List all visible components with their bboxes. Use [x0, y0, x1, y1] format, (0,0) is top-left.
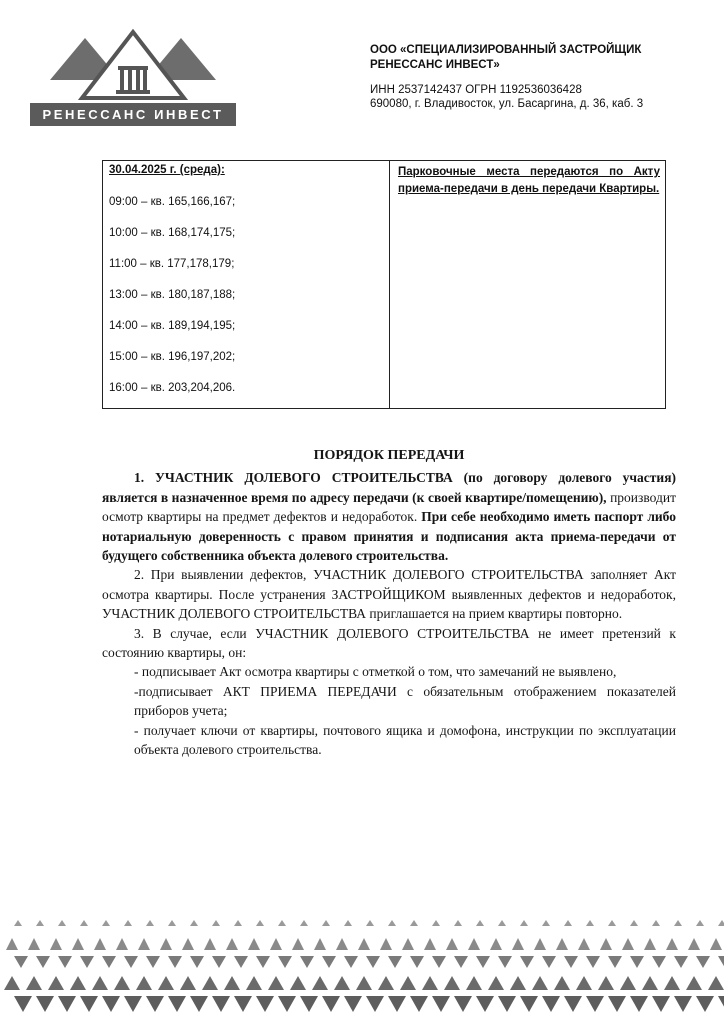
- company-header: [370, 43, 710, 111]
- pattern-triangle: [278, 996, 296, 1012]
- pattern-triangle: [36, 956, 50, 968]
- pattern-triangle: [234, 956, 248, 968]
- pattern-triangle: [312, 976, 328, 990]
- schedule-slot: 10:00 – кв. 168,174,175;: [109, 227, 236, 239]
- pattern-triangle: [256, 996, 274, 1012]
- pattern-triangle: [268, 976, 284, 990]
- pattern-triangle: [300, 996, 318, 1012]
- pattern-triangle: [322, 920, 330, 926]
- pattern-triangle: [114, 976, 130, 990]
- pattern-triangle: [586, 956, 600, 968]
- pattern-triangle: [608, 996, 626, 1012]
- pattern-triangle: [432, 996, 450, 1012]
- company-logo: [30, 28, 236, 128]
- pattern-triangle: [410, 956, 424, 968]
- schedule-slot: 09:00 – кв. 165,166,167;: [109, 196, 236, 208]
- pattern-triangle: [124, 956, 138, 968]
- pattern-triangle: [6, 938, 18, 950]
- schedule-slot: 14:00 – кв. 189,194,195;: [109, 320, 236, 332]
- pattern-triangle: [388, 920, 396, 926]
- pattern-triangle: [674, 920, 682, 926]
- procedure-list-item: -подписывает АКТ ПРИЕМА ПЕРЕДАЧИ с обязательным отображением показателей приборов учета;: [134, 683, 676, 719]
- pattern-triangle: [36, 996, 54, 1012]
- pattern-triangle: [212, 920, 220, 926]
- pattern-triangle: [300, 920, 308, 926]
- pattern-triangle: [388, 956, 402, 968]
- pattern-triangle: [400, 976, 416, 990]
- pattern-triangle: [204, 938, 216, 950]
- pattern-triangle: [146, 996, 164, 1012]
- pattern-triangle: [366, 920, 374, 926]
- pattern-triangle: [300, 956, 314, 968]
- pattern-triangle: [72, 938, 84, 950]
- pattern-triangle: [696, 956, 710, 968]
- pattern-triangle: [454, 920, 462, 926]
- pattern-triangle: [652, 996, 670, 1012]
- pattern-triangle: [70, 976, 86, 990]
- pattern-triangle: [190, 920, 198, 926]
- procedure-paragraph-2: 2. При выявлении дефектов, УЧАСТНИК ДОЛЕВОГО СТРОИТЕЛЬСТВА заполняет Акт осмотра квартиры. После устранения ЗАСТРОЙЩИКОМ выявленных дефектов и недоработок, УЧАСТНИК ДОЛЕВОГО СТРОИТЕЛЬСТВА приглашается на прием квартиры повторно.: [102, 567, 676, 622]
- pattern-triangle: [378, 976, 394, 990]
- pattern-triangle: [542, 920, 550, 926]
- pattern-triangle: [490, 938, 502, 950]
- pattern-triangle: [366, 996, 384, 1012]
- pattern-triangle: [446, 938, 458, 950]
- pattern-triangle: [718, 920, 724, 926]
- pattern-triangle: [498, 920, 506, 926]
- pattern-triangle: [224, 976, 240, 990]
- pattern-triangle: [314, 938, 326, 950]
- pattern-triangle: [476, 996, 494, 1012]
- pattern-triangle: [454, 956, 468, 968]
- pattern-triangle: [644, 938, 656, 950]
- pattern-triangle: [674, 996, 692, 1012]
- pattern-triangle: [124, 920, 132, 926]
- parking-note: Парковочные места передаются по Акту приема-передачи в день передачи Квартиры.: [398, 166, 660, 195]
- pattern-triangle: [58, 920, 66, 926]
- pattern-triangle: [630, 956, 644, 968]
- pattern-triangle: [520, 920, 528, 926]
- pattern-triangle: [432, 956, 446, 968]
- schedule-slot: 15:00 – кв. 196,197,202;: [109, 351, 236, 363]
- pattern-triangle: [556, 938, 568, 950]
- pattern-triangle: [270, 938, 282, 950]
- pattern-triangle: [290, 976, 306, 990]
- schedule-column: [103, 161, 390, 408]
- pattern-triangle: [14, 956, 28, 968]
- pattern-triangle: [564, 956, 578, 968]
- pattern-triangle: [226, 938, 238, 950]
- pattern-triangle: [622, 938, 634, 950]
- pattern-triangle: [58, 996, 76, 1012]
- pattern-triangle: [422, 976, 438, 990]
- pattern-triangle: [586, 996, 604, 1012]
- pattern-triangle: [356, 976, 372, 990]
- pattern-triangle: [102, 996, 120, 1012]
- pattern-triangle: [146, 920, 154, 926]
- pattern-triangle: [652, 920, 660, 926]
- pattern-triangle: [256, 956, 270, 968]
- pattern-triangle: [322, 956, 336, 968]
- pattern-triangle: [578, 938, 590, 950]
- pattern-triangle: [510, 976, 526, 990]
- pattern-triangle: [630, 996, 648, 1012]
- pattern-triangle: [664, 976, 680, 990]
- procedure-paragraph-3: 3. В случае, если УЧАСТНИК ДОЛЕВОГО СТРОИТЕЛЬСТВА не имеет претензий к состоянию квартиры, он:: [102, 625, 676, 661]
- pattern-triangle: [160, 938, 172, 950]
- pattern-triangle: [534, 938, 546, 950]
- pattern-triangle: [380, 938, 392, 950]
- pattern-triangle: [50, 938, 62, 950]
- pattern-triangle: [512, 938, 524, 950]
- pattern-triangle: [146, 956, 160, 968]
- pattern-triangle: [124, 996, 142, 1012]
- pattern-triangle: [48, 976, 64, 990]
- pattern-triangle: [322, 996, 340, 1012]
- pattern-triangle: [402, 938, 414, 950]
- pattern-triangle: [212, 956, 226, 968]
- pattern-triangle: [652, 956, 666, 968]
- pattern-triangle: [476, 920, 484, 926]
- schedule-date: 30.04.2025 г. (среда):: [109, 164, 225, 176]
- parking-column: [390, 161, 665, 408]
- pattern-triangle: [598, 976, 614, 990]
- pattern-triangle: [136, 976, 152, 990]
- pattern-triangle: [620, 976, 636, 990]
- pattern-triangle: [688, 938, 700, 950]
- pattern-triangle: [358, 938, 370, 950]
- pattern-triangle: [168, 996, 186, 1012]
- pattern-triangle: [410, 996, 428, 1012]
- pattern-triangle: [334, 976, 350, 990]
- pattern-triangle: [444, 976, 460, 990]
- logo-wordmark: РЕНЕССАНС ИНВЕСТ: [30, 103, 236, 126]
- pattern-triangle: [80, 996, 98, 1012]
- pattern-triangle: [168, 920, 176, 926]
- pattern-triangle: [336, 938, 348, 950]
- pattern-triangle: [608, 920, 616, 926]
- schedule-slot: 16:00 – кв. 203,204,206.: [109, 382, 236, 394]
- procedure-list-item: - получает ключи от квартиры, почтового ящика и домофона, инструкции по эксплуатации объекта долевого строительства.: [134, 722, 676, 758]
- pattern-triangle: [696, 996, 714, 1012]
- pattern-triangle: [600, 938, 612, 950]
- procedure-title: ПОРЯДОК ПЕРЕДАЧИ: [313, 448, 465, 463]
- pattern-triangle: [256, 920, 264, 926]
- pattern-triangle: [520, 956, 534, 968]
- pattern-triangle: [246, 976, 262, 990]
- schedule-table: [102, 160, 666, 409]
- pattern-triangle: [576, 976, 592, 990]
- pattern-triangle: [642, 976, 658, 990]
- pattern-triangle: [190, 996, 208, 1012]
- company-details: [370, 83, 710, 111]
- pattern-triangle: [26, 976, 42, 990]
- pattern-triangle: [278, 920, 286, 926]
- pattern-triangle: [28, 938, 40, 950]
- company-address: 690080, г. Владивосток, ул. Басаргина, д. 36, каб. 3: [370, 98, 644, 110]
- pattern-triangle: [344, 956, 358, 968]
- pattern-triangle: [58, 956, 72, 968]
- pattern-triangle: [278, 956, 292, 968]
- pattern-triangle: [36, 920, 44, 926]
- pattern-triangle: [168, 956, 182, 968]
- schedule-slot: 13:00 – кв. 180,187,188;: [109, 289, 236, 301]
- pattern-triangle: [4, 976, 20, 990]
- pattern-triangle: [202, 976, 218, 990]
- pattern-triangle: [708, 976, 724, 990]
- pattern-triangle: [564, 920, 572, 926]
- pattern-triangle: [468, 938, 480, 950]
- pattern-triangle: [718, 956, 724, 968]
- pattern-triangle: [554, 976, 570, 990]
- pattern-triangle: [542, 956, 556, 968]
- pattern-triangle: [410, 920, 418, 926]
- pattern-triangle: [476, 956, 490, 968]
- pattern-triangle: [608, 956, 622, 968]
- pattern-triangle: [454, 996, 472, 1012]
- pattern-triangle: [388, 996, 406, 1012]
- pattern-triangle: [710, 938, 722, 950]
- pattern-triangle: [180, 976, 196, 990]
- pattern-triangle: [586, 920, 594, 926]
- pattern-triangle: [116, 938, 128, 950]
- pattern-triangle: [344, 996, 362, 1012]
- schedule-slot: 11:00 – кв. 177,178,179;: [109, 258, 235, 270]
- pattern-triangle: [424, 938, 436, 950]
- pattern-triangle: [696, 920, 704, 926]
- pattern-triangle: [366, 956, 380, 968]
- pattern-triangle: [190, 956, 204, 968]
- pattern-triangle: [80, 956, 94, 968]
- pattern-triangle: [248, 938, 260, 950]
- pattern-triangle: [138, 938, 150, 950]
- pattern-triangle: [102, 920, 110, 926]
- pattern-triangle: [92, 976, 108, 990]
- pattern-triangle: [432, 920, 440, 926]
- pattern-triangle: [80, 920, 88, 926]
- pattern-triangle: [498, 996, 516, 1012]
- pattern-triangle: [14, 996, 32, 1012]
- procedure-section: [102, 446, 676, 760]
- pattern-triangle: [532, 976, 548, 990]
- triangle-pattern-icon: [0, 918, 724, 1018]
- pattern-triangle: [498, 956, 512, 968]
- pattern-triangle: [674, 956, 688, 968]
- pattern-triangle: [520, 996, 538, 1012]
- pattern-triangle: [488, 976, 504, 990]
- pattern-triangle: [666, 938, 678, 950]
- pattern-triangle: [234, 996, 252, 1012]
- company-name: ООО «СПЕЦИАЛИЗИРОВАННЫЙ ЗАСТРОЙЩИК РЕНЕССАНС ИНВЕСТ»: [370, 44, 642, 71]
- logo-triangles-icon: [30, 28, 236, 104]
- pattern-triangle: [542, 996, 560, 1012]
- company-registration: ИНН 2537142437 ОГРН 1192536036428: [370, 84, 582, 96]
- procedure-paragraph-1: 1. УЧАСТНИК ДОЛЕВОГО СТРОИТЕЛЬСТВА (по договору долевого участия) является в назначенное время по адресу передачи (к своей квартире/помещению), производит осмотр квартиры на предмет дефектов и недоработок. При себе необходимо иметь паспорт либо нотариальную доверенность с правом принятия и подписания акта приема-передачи от будущего собственника объекта долевого строительства.: [102, 470, 676, 564]
- procedure-list-item: - подписывает Акт осмотра квартиры с отметкой о том, что замечаний не выявлено,: [134, 664, 617, 680]
- pattern-triangle: [718, 996, 724, 1012]
- pattern-triangle: [630, 920, 638, 926]
- pattern-triangle: [182, 938, 194, 950]
- pattern-triangle: [344, 920, 352, 926]
- pattern-triangle: [102, 956, 116, 968]
- pattern-triangle: [686, 976, 702, 990]
- pattern-triangle: [94, 938, 106, 950]
- pattern-triangle: [466, 976, 482, 990]
- pattern-triangle: [158, 976, 174, 990]
- pattern-triangle: [14, 920, 22, 926]
- pattern-triangle: [564, 996, 582, 1012]
- pattern-triangle: [212, 996, 230, 1012]
- pattern-triangle: [292, 938, 304, 950]
- pattern-triangle: [234, 920, 242, 926]
